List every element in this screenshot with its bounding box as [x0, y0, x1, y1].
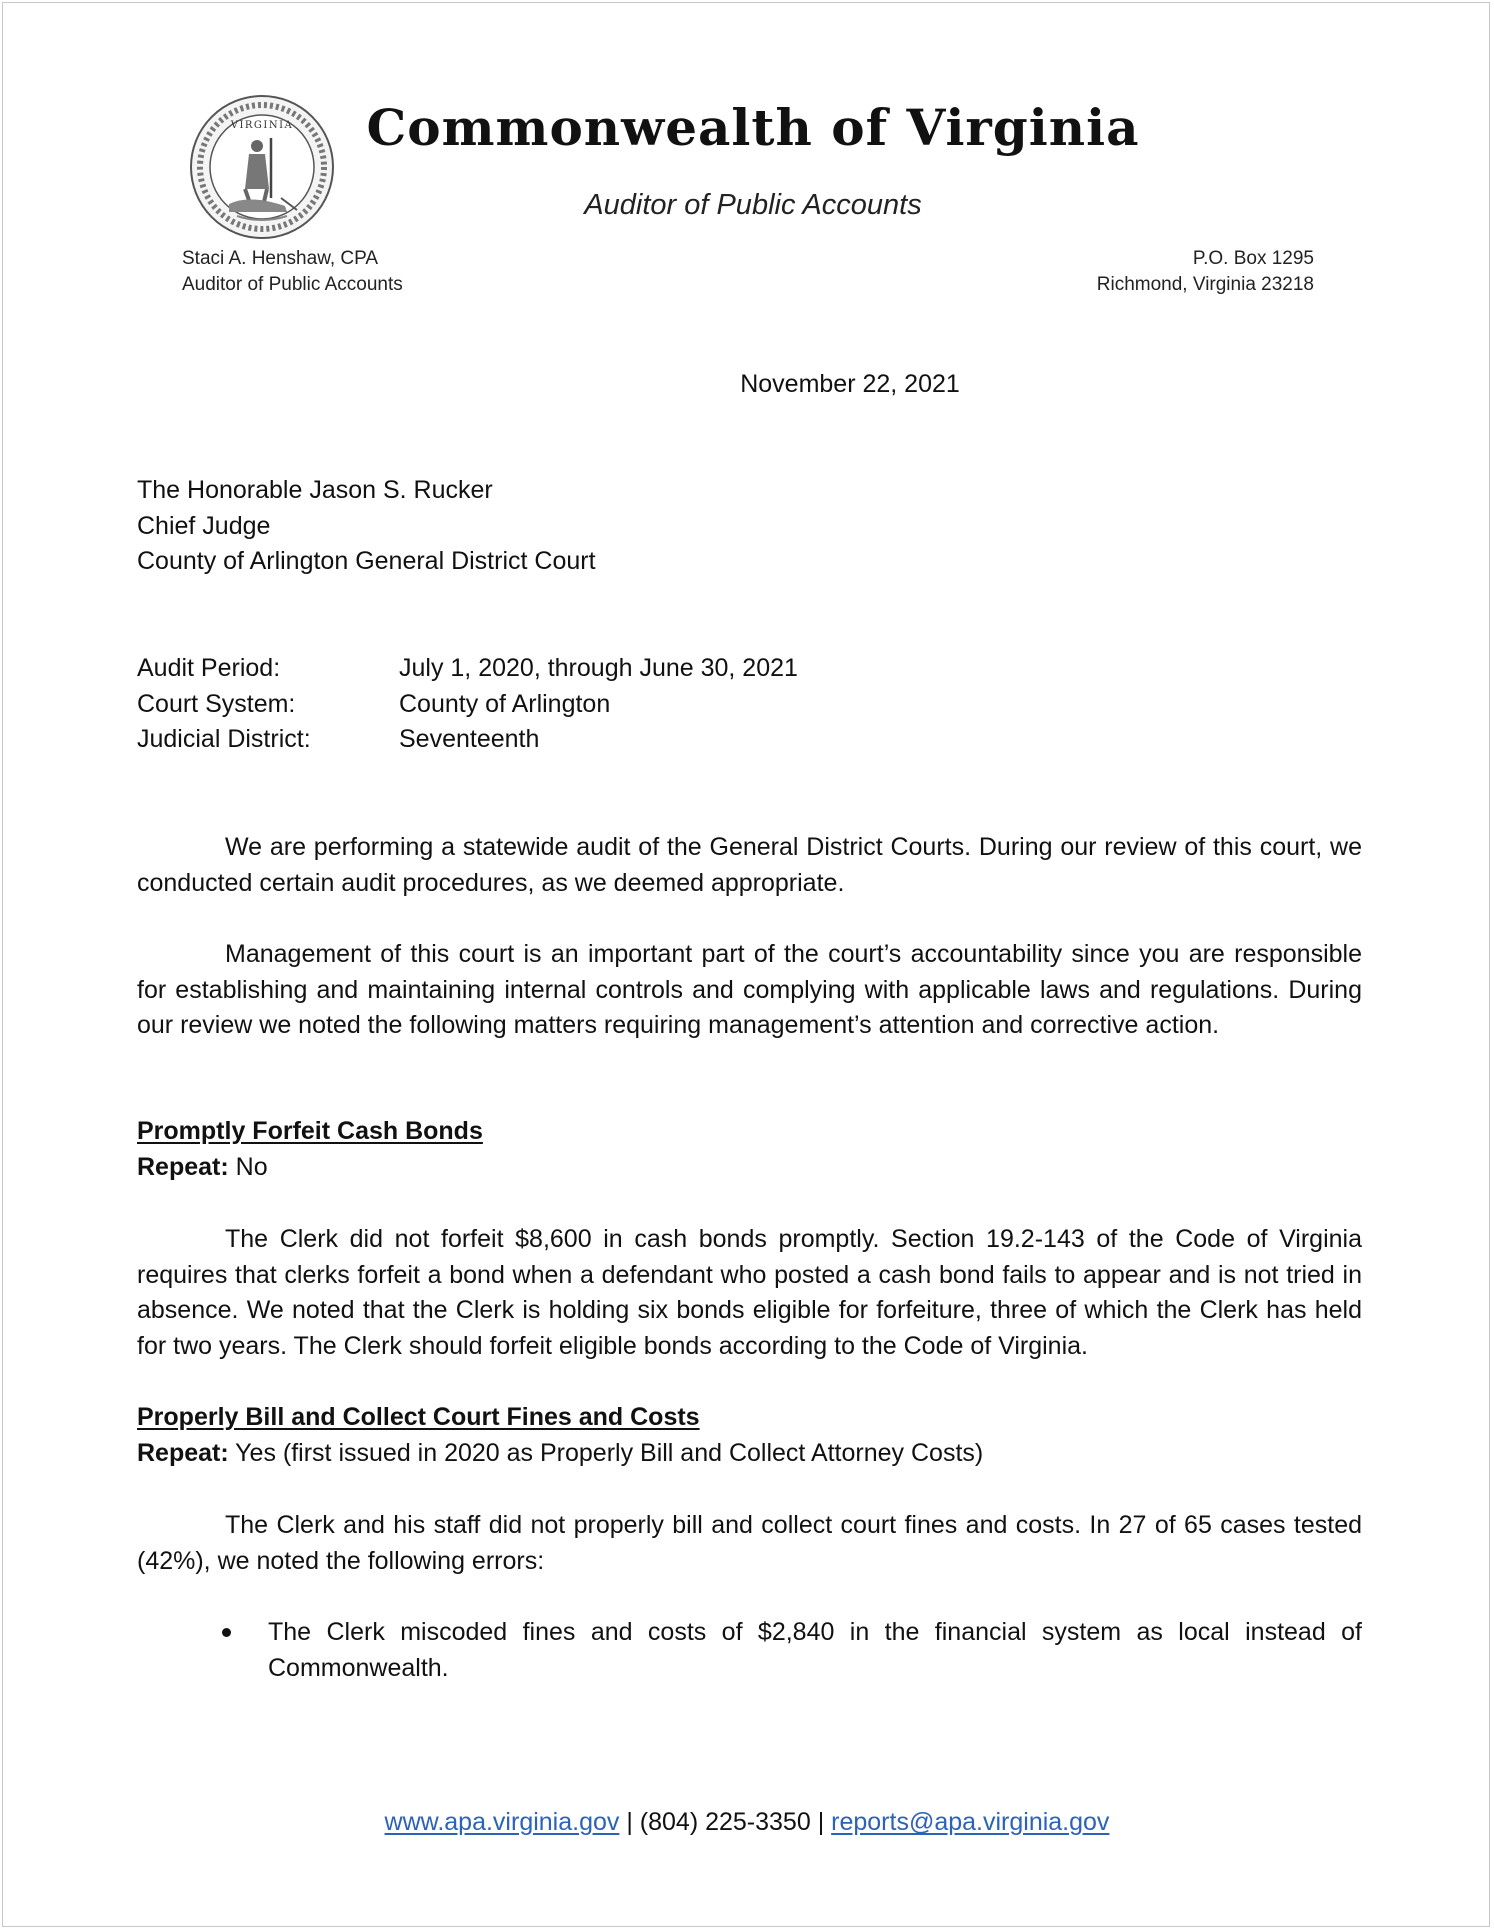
repeat-value: Yes (first issued in 2020 as Properly Bill and Collect Attorney Costs) — [228, 1438, 984, 1467]
bullet-text: The Clerk miscoded fines and costs of $2,840 in the financial system as local instead of Commonwealth. — [268, 1618, 1362, 1682]
po-box: P.O. Box 1295 — [1192, 248, 1314, 269]
email-link[interactable]: reports@apa.virginia.gov — [831, 1808, 1110, 1836]
city-state-zip: Richmond, Virginia 23218 — [1096, 274, 1314, 295]
audit-info-value: July 1, 2020, through June 30, 2021 — [399, 654, 798, 682]
footer-separator: | — [619, 1808, 640, 1836]
management-paragraph: Management of this court is an important part of the court’s accountability since you are responsible for establishing and maintaining internal controls and complying with applicable laws and regulations. During our review we noted the following matters requiring management’s attention and corrective action. — [137, 940, 1362, 1040]
mailing-address — [1097, 246, 1314, 298]
website-link[interactable]: www.apa.virginia.gov — [384, 1808, 620, 1836]
letterhead-title: Commonwealth of Virginia — [366, 98, 1140, 157]
footer — [3, 1808, 1491, 1837]
list-item — [219, 1615, 1362, 1686]
virginia-seal-logo — [189, 94, 335, 240]
repeat-value: No — [228, 1152, 268, 1181]
audit-info-row — [137, 687, 798, 723]
audit-info-row — [137, 651, 798, 687]
audit-info-row — [137, 722, 798, 758]
letter-date: November 22, 2021 — [740, 370, 960, 398]
letterhead-subtitle: Auditor of Public Accounts — [584, 189, 922, 221]
letter-page — [2, 2, 1490, 1927]
repeat-status — [137, 1436, 983, 1472]
finding-2-header — [137, 1400, 983, 1471]
addressee-court: County of Arlington General District Court — [137, 547, 596, 576]
finding-2-text: The Clerk and his staff did not properly bill and collect court fines and costs. In 27 of 65 cases tested (42%), we noted the following errors: — [137, 1511, 1362, 1575]
audit-info-label: Audit Period: — [137, 654, 281, 682]
audit-info-value: County of Arlington — [399, 689, 611, 718]
bullet-icon — [222, 1628, 231, 1637]
finding-1-header — [137, 1114, 483, 1185]
phone-number: (804) 225-3350 — [639, 1808, 811, 1836]
finding-1-text: The Clerk did not forfeit $8,600 in cash bonds promptly. Section 19.2-143 of the Code of Virginia requires that clerks forfeit a bond when a defendant who posted a cash bond fails to appear and is not tried in absence. We noted that the Clerk is holding six bonds eligible for forfeiture, three of which the Clerk has held for two years. The Clerk should forfeit eligible bonds according to the Code of Virginia. — [137, 1225, 1362, 1361]
repeat-label: Repeat: — [137, 1152, 229, 1181]
intro-paragraph: We are performing a statewide audit of the General District Courts. During our review of this court, we conducted certain audit procedures, as we deemed appropriate. — [137, 833, 1362, 897]
addressee-name: The Honorable Jason S. Rucker — [137, 476, 493, 504]
addressee-block — [137, 473, 596, 580]
finding-2-bullets — [219, 1615, 1362, 1686]
audit-info-table — [137, 651, 798, 758]
finding-heading: Properly Bill and Collect Court Fines and Costs — [137, 1403, 700, 1431]
auditor-contact — [182, 246, 403, 298]
audit-info-label: Court System: — [137, 689, 296, 718]
footer-separator: | — [810, 1808, 832, 1836]
audit-info-label: Judicial District: — [137, 725, 311, 754]
finding-heading: Promptly Forfeit Cash Bonds — [137, 1117, 483, 1145]
repeat-status — [137, 1150, 483, 1186]
auditor-name: Staci A. Henshaw, CPA — [182, 248, 379, 269]
repeat-label: Repeat: — [137, 1438, 229, 1467]
audit-info-value: Seventeenth — [399, 725, 540, 754]
svg-text:VIRGINIA: VIRGINIA — [230, 120, 294, 131]
addressee-title: Chief Judge — [137, 511, 271, 540]
auditor-title: Auditor of Public Accounts — [182, 274, 403, 295]
